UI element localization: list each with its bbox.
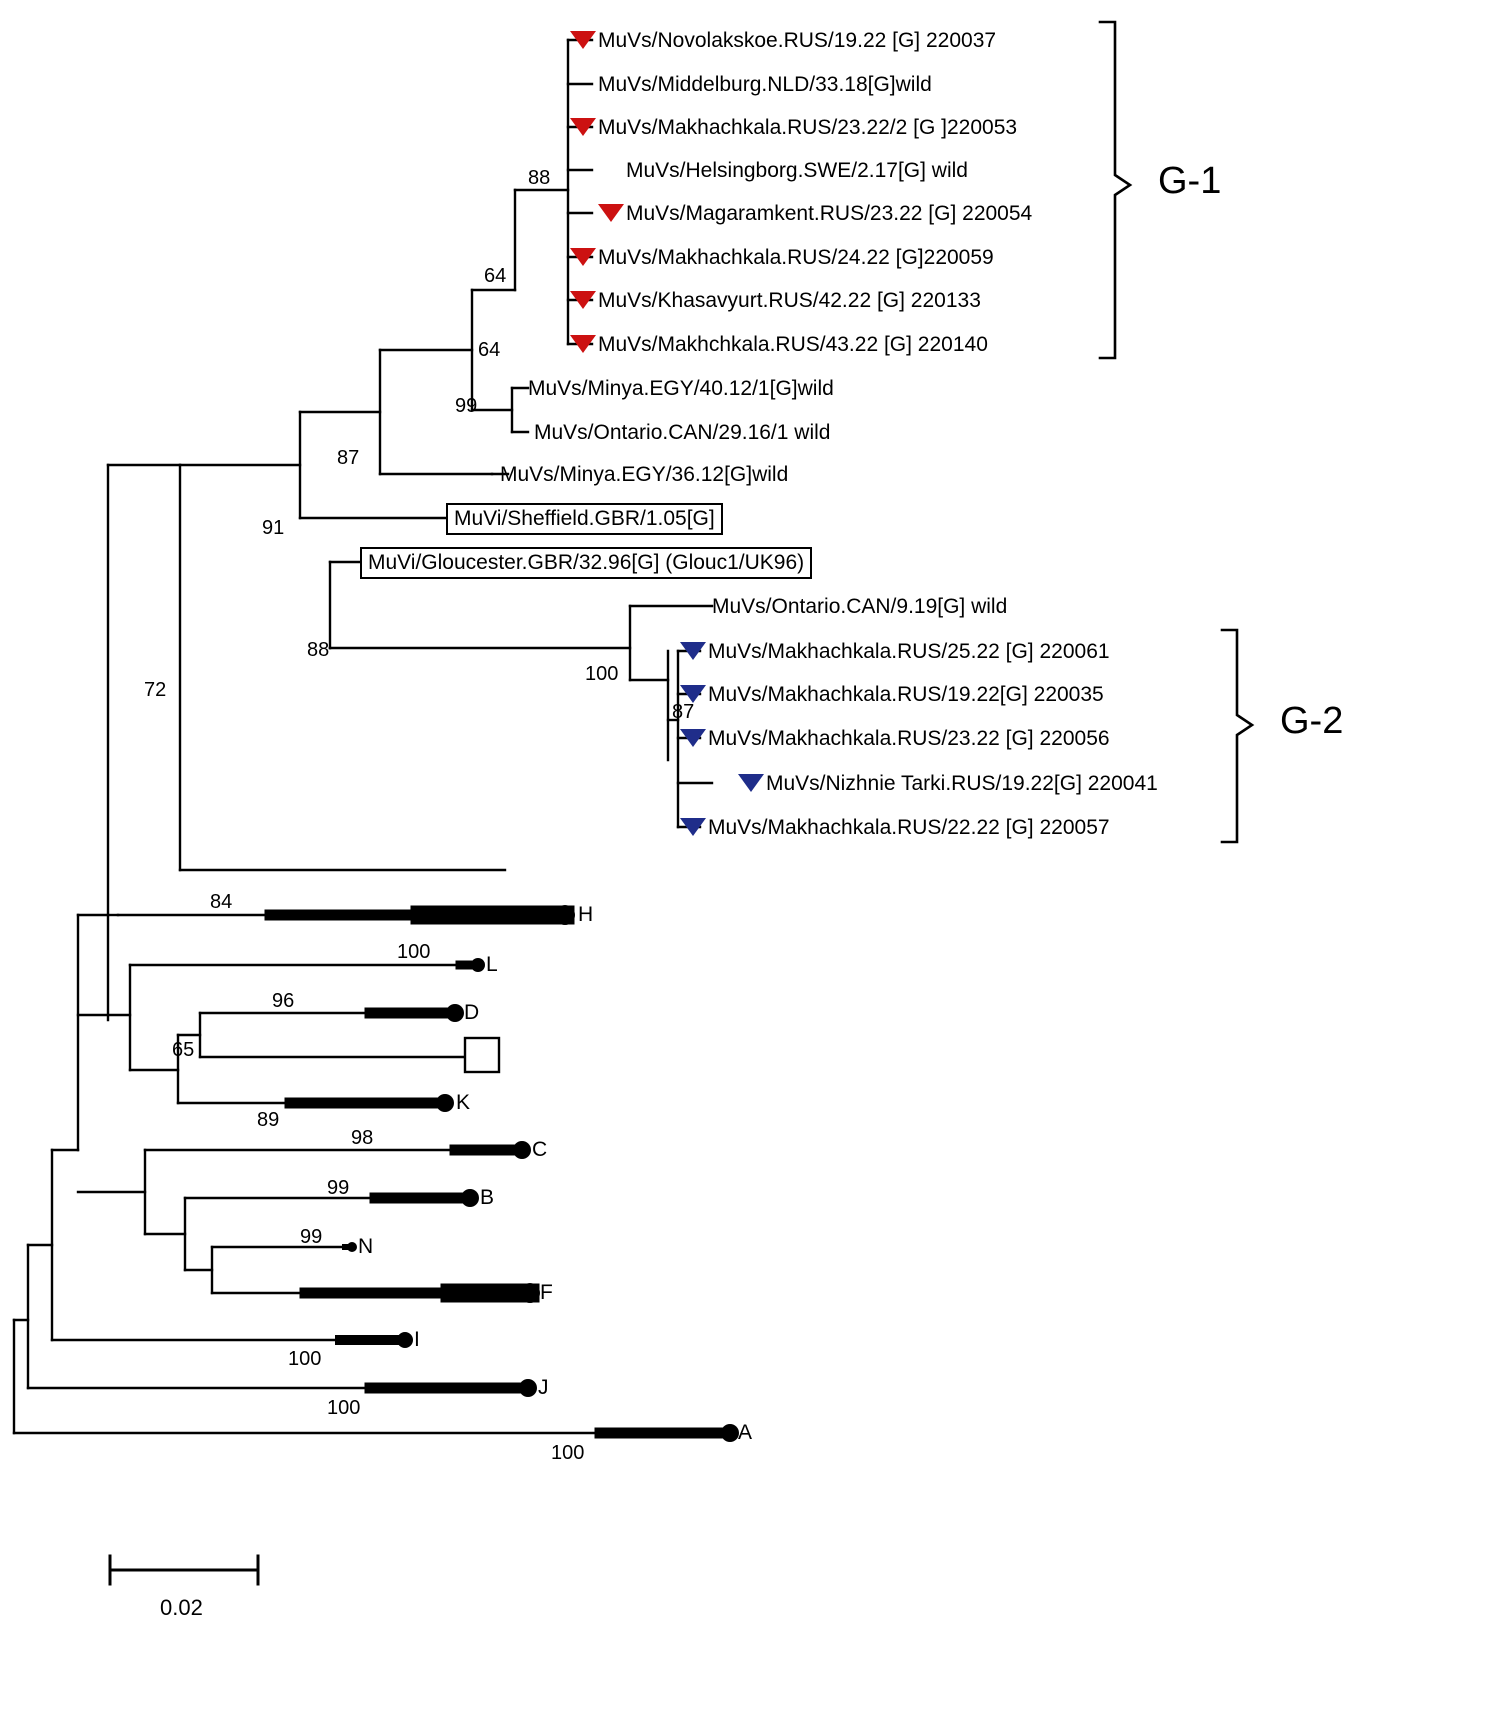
- marker-blue-triangle: [680, 642, 706, 660]
- bootstrap-value: 84: [210, 891, 233, 913]
- taxon-label-boxed-sheffield: MuVi/Sheffield.GBR/1.05[G]: [446, 503, 723, 535]
- bootstrap-value: 99: [327, 1177, 350, 1199]
- bootstrap-value: 64: [478, 339, 501, 361]
- taxon-label: MuVs/Ontario.CAN/9.19[G] wild: [712, 595, 1008, 618]
- bootstrap-value: 100: [585, 663, 619, 685]
- taxon-label: MuVs/Helsingborg.SWE/2.17[G] wild: [626, 159, 968, 182]
- taxon-label: MuVs/Nizhnie Tarki.RUS/19.22[G] 220041: [766, 772, 1158, 795]
- marker-blue-triangle: [738, 774, 764, 792]
- bootstrap-value: 88: [528, 167, 551, 189]
- genotype-tip-K: K: [456, 1091, 471, 1114]
- bootstrap-value: 96: [272, 990, 295, 1012]
- marker-red-triangle: [570, 335, 596, 353]
- genotype-tip-A: A: [738, 1421, 753, 1444]
- taxon-label: MuVs/Makhachkala.RUS/25.22 [G] 220061: [708, 640, 1110, 663]
- bootstrap-value: 100: [327, 1397, 361, 1419]
- marker-red-triangle: [570, 248, 596, 266]
- taxon-label: MuVs/Makhchkala.RUS/43.22 [G] 220140: [598, 333, 988, 356]
- bootstrap-value: 99: [455, 395, 478, 417]
- genotype-tip-D: D: [464, 1001, 480, 1024]
- taxon-label: MuVs/Middelburg.NLD/33.18[G]wild: [598, 73, 932, 96]
- bootstrap-value: 89: [257, 1109, 280, 1131]
- taxon-label: MuVs/Ontario.CAN/29.16/1 wild: [534, 421, 831, 444]
- clade-label-g2: G-2: [1280, 700, 1344, 742]
- taxon-label: MuVs/Makhachkala.RUS/19.22[G] 220035: [708, 683, 1104, 706]
- clade-label-g1: G-1: [1158, 160, 1222, 202]
- taxon-label: MuVs/Makhachkala.RUS/22.22 [G] 220057: [708, 816, 1110, 839]
- bootstrap-value: 98: [351, 1127, 374, 1149]
- marker-red-triangle: [598, 204, 624, 222]
- taxon-label: MuVs/Minya.EGY/40.12/1[G]wild: [528, 377, 834, 400]
- taxon-label: MuVs/Magaramkent.RUS/23.22 [G] 220054: [626, 202, 1033, 225]
- bootstrap-value: 100: [551, 1442, 585, 1464]
- bootstrap-value: 72: [144, 679, 167, 701]
- taxon-label-boxed-gloucester: MuVi/Gloucester.GBR/32.96[G] (Glouc1/UK96): [360, 547, 812, 579]
- bootstrap-value: 100: [288, 1348, 322, 1370]
- taxon-label: MuVs/Minya.EGY/36.12[G]wild: [500, 463, 789, 486]
- taxon-label: MuVs/Novolakskoe.RUS/19.22 [G] 220037: [598, 29, 997, 52]
- genotype-tip-J: J: [538, 1376, 549, 1399]
- genotype-tip-L: L: [486, 953, 498, 976]
- marker-blue-triangle: [680, 729, 706, 747]
- bootstrap-value: 99: [300, 1226, 323, 1248]
- bootstrap-value: 88: [307, 639, 330, 661]
- marker-red-triangle: [570, 118, 596, 136]
- bootstrap-value: 64: [484, 265, 507, 287]
- genotype-tip-F: F: [540, 1281, 553, 1304]
- bootstrap-value: 65: [172, 1039, 195, 1061]
- taxon-label: MuVs/Khasavyurt.RUS/42.22 [G] 220133: [598, 289, 981, 312]
- genotype-tip-C: C: [532, 1138, 548, 1161]
- bootstrap-value: 87: [337, 447, 360, 469]
- genotype-tip-H: H: [578, 903, 594, 926]
- taxon-label: MuVs/Makhachkala.RUS/23.22/2 [G ]220053: [598, 116, 1018, 139]
- bootstrap-value: 91: [262, 517, 285, 539]
- marker-blue-triangle: [680, 818, 706, 836]
- taxon-label: MuVs/Makhachkala.RUS/24.22 [G]220059: [598, 246, 994, 269]
- marker-red-triangle: [570, 291, 596, 309]
- bootstrap-value: 100: [397, 941, 431, 963]
- bootstrap-value: 87: [672, 701, 695, 723]
- scale-bar-label: 0.02: [160, 1595, 203, 1620]
- genotype-tip-B: B: [480, 1186, 495, 1209]
- taxon-label: MuVs/Makhachkala.RUS/23.22 [G] 220056: [708, 727, 1110, 750]
- genotype-tip-N: N: [358, 1235, 374, 1258]
- genotype-tip-I: I: [414, 1328, 420, 1351]
- marker-red-triangle: [570, 31, 596, 49]
